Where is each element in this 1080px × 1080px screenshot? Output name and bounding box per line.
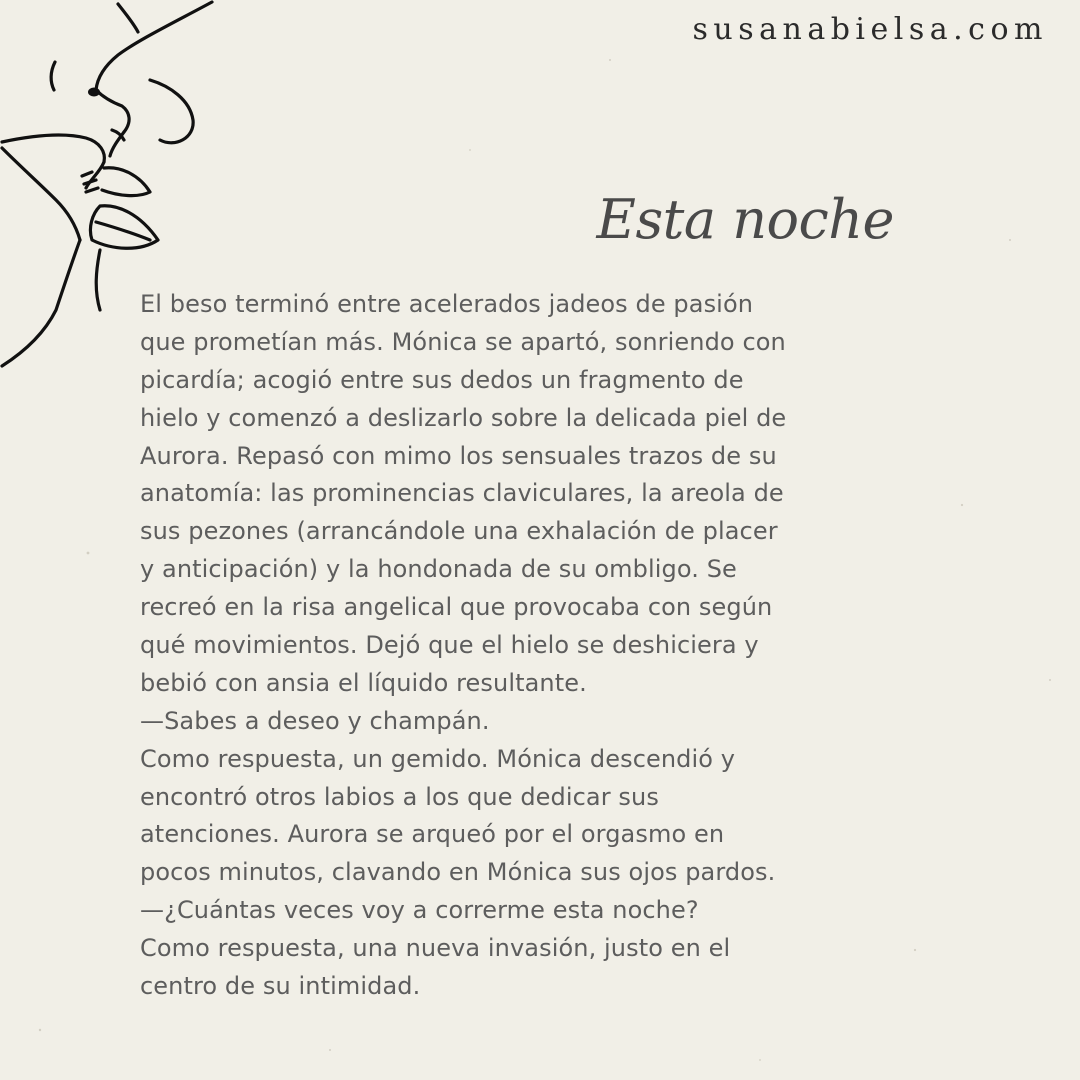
story-line: centro de su intimidad. <box>140 972 421 1001</box>
story-line: anatomía: las prominencias claviculares, la areola de <box>140 479 784 508</box>
story-line: picardía; acogió entre sus dedos un fragmento de <box>140 365 744 394</box>
story-line: Como respuesta, un gemido. Mónica descendió y <box>140 744 736 773</box>
story-line: encontró otros labios a los que dedicar sus <box>140 782 659 811</box>
story-line: recreó en la risa angelical que provocaba con según <box>140 593 773 622</box>
story-line: Aurora. Repasó con mimo los sensuales trazos de su <box>140 441 777 470</box>
story-line: bebió con ansia el líquido resultante. <box>140 668 587 697</box>
story-line: que prometían más. Mónica se apartó, sonriendo con <box>140 327 786 356</box>
dialogue-line: —¿Cuántas veces voy a correrme esta noche? <box>140 896 699 925</box>
story-line: Como respuesta, una nueva invasión, justo en el <box>140 934 731 963</box>
dialogue-line: —Sabes a deseo y champán. <box>140 706 490 735</box>
story-line: hielo y comenzó a deslizarlo sobre la delicada piel de <box>140 403 787 432</box>
story-line: atenciones. Aurora se arqueó por el orgasmo en <box>140 820 725 849</box>
story-line: qué movimientos. Dejó que el hielo se deshiciera y <box>140 631 759 660</box>
story-line: pocos minutos, clavando en Mónica sus ojos pardos. <box>140 858 776 887</box>
site-url[interactable]: susanabielsa.com <box>692 12 1048 47</box>
story-line: El beso terminó entre acelerados jadeos de pasión <box>140 290 754 318</box>
story-line: y anticipación) y la hondonada de su ombligo. Se <box>140 555 737 584</box>
story-body <box>140 286 940 1006</box>
story-line: sus pezones (arrancándole una exhalación de placer <box>140 517 778 546</box>
page-title: Esta noche <box>596 188 894 251</box>
